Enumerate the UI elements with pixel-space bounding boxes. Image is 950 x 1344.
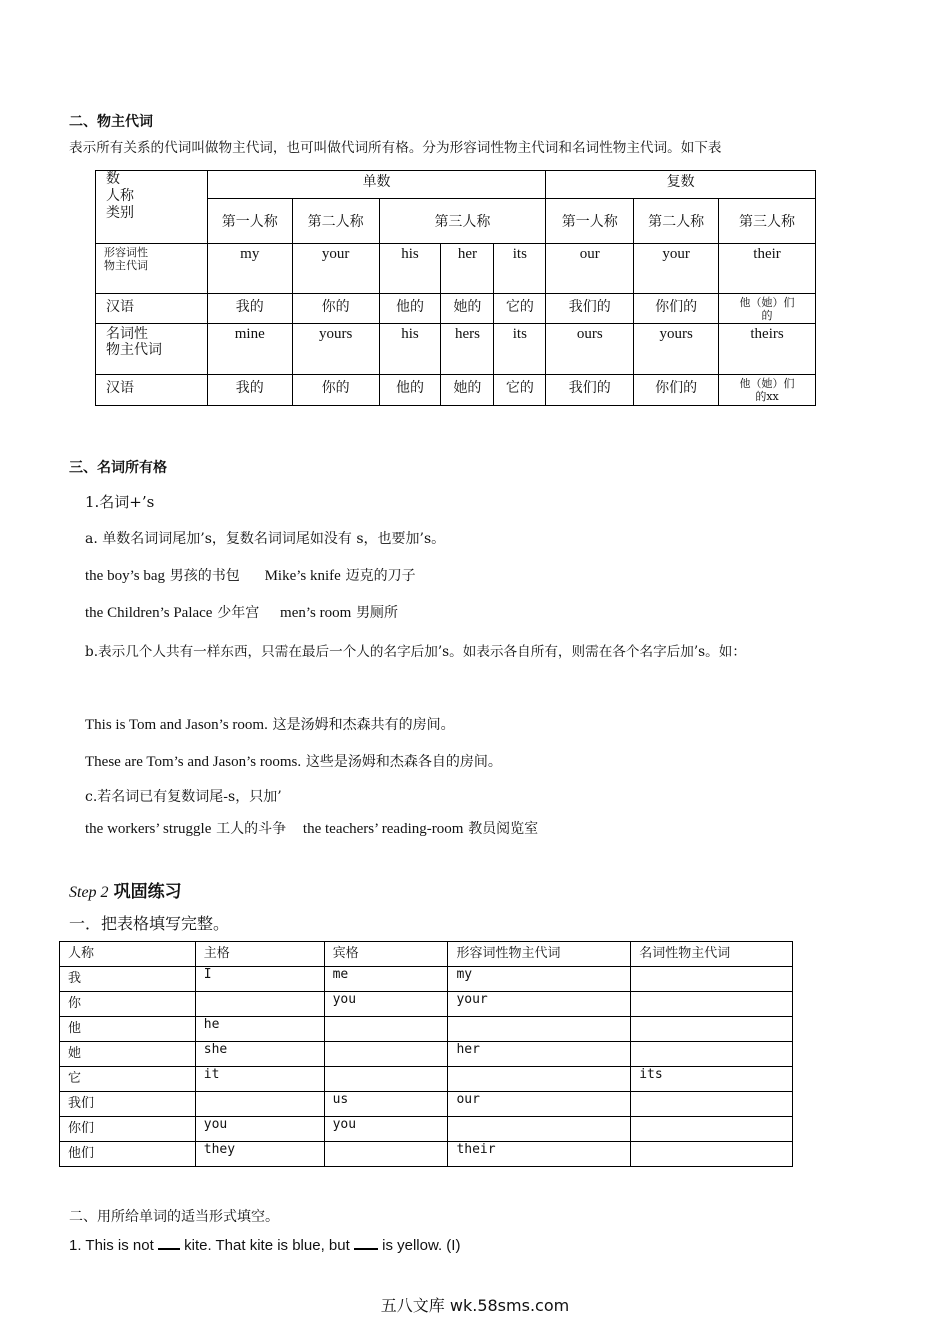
answer-cell[interactable]: he <box>195 1017 324 1042</box>
question-1: 1. This is not kite. That kite is blue, but is yellow. (I) <box>69 1237 461 1254</box>
exercise-header: 人称 <box>60 942 196 967</box>
answer-cell[interactable]: their <box>448 1142 631 1167</box>
table-row <box>60 1142 793 1167</box>
chinese-cell: 他的 <box>379 294 441 324</box>
answer-cell[interactable]: your <box>448 992 631 1017</box>
blank[interactable] <box>158 1236 180 1250</box>
answer-cell[interactable]: our <box>448 1092 631 1117</box>
header-first-person: 第一人称 <box>207 199 292 244</box>
blank[interactable] <box>354 1236 378 1250</box>
person-cell: 你们 <box>60 1117 196 1142</box>
table-row <box>60 1042 793 1067</box>
example-line: This is Tom and Jason’s room. 这是汤姆和杰森共有的房间。 <box>85 717 455 733</box>
noun-cell: mine <box>207 324 292 375</box>
answer-cell[interactable]: its <box>631 1067 793 1092</box>
answer-cell[interactable]: you <box>324 992 448 1017</box>
step2-heading: Step 2 巩固练习 <box>69 882 182 901</box>
corner-cell: 数 人称 类别 <box>96 171 208 244</box>
person-cell: 它 <box>60 1067 196 1092</box>
header-third-person-plural: 第三人称 <box>719 199 816 244</box>
adj-cell: our <box>546 244 634 294</box>
example-line: These are Tom’s and Jason’s rooms. 这些是汤姆和杰森各自的房间。 <box>85 754 502 770</box>
answer-cell[interactable] <box>324 1067 448 1092</box>
table-row <box>60 1017 793 1042</box>
table-row <box>60 992 793 1017</box>
rule-c: c.若名词已有复数词尾-s，只加’ <box>85 789 282 805</box>
rule-a: a. 单数名词词尾加’s，复数名词词尾如没有 s，也要加’s。 <box>85 531 446 547</box>
answer-cell[interactable] <box>324 1017 448 1042</box>
noun-label: 名词性 物主代词 <box>96 324 208 375</box>
chinese-cell: 她的 <box>441 375 494 406</box>
header-second-person-plural: 第二人称 <box>634 199 719 244</box>
part2-instruction: 二、用所给单词的适当形式填空。 <box>69 1209 279 1225</box>
section2-intro: 表示所有关系的代词叫做物主代词，也可叫做代词所有格。分为形容词性物主代词和名词性物主代词。如下表 <box>69 140 722 156</box>
example-line: the boy’s bag 男孩的书包 Mike’s knife 迈克的刀子 <box>85 568 416 584</box>
chinese-cell: 你们的 <box>634 375 719 406</box>
answer-cell[interactable] <box>631 967 793 992</box>
chinese-label: 汉语 <box>96 294 208 324</box>
answer-cell[interactable]: she <box>195 1042 324 1067</box>
header-first-person-plural: 第一人称 <box>546 199 634 244</box>
section3-heading: 三、名词所有格 <box>69 460 167 476</box>
chinese-cell: 你的 <box>292 294 379 324</box>
chinese-label: 汉语 <box>96 375 208 406</box>
answer-cell[interactable]: me <box>324 967 448 992</box>
chinese-cell: 它的 <box>494 294 546 324</box>
answer-cell[interactable] <box>324 1142 448 1167</box>
noun-cell: its <box>494 324 546 375</box>
pronoun-exercise-table <box>59 941 793 1167</box>
chinese-cell: 我的 <box>207 294 292 324</box>
possessive-pronoun-table <box>95 170 816 406</box>
answer-cell[interactable] <box>631 1017 793 1042</box>
adj-cell: your <box>292 244 379 294</box>
noun-cell: yours <box>292 324 379 375</box>
answer-cell[interactable] <box>631 1042 793 1067</box>
header-third-person: 第三人称 <box>379 199 546 244</box>
footer-watermark: 五八文库 wk.58sms.com <box>380 1296 570 1315</box>
noun-cell: yours <box>634 324 719 375</box>
noun-cell: hers <box>441 324 494 375</box>
adj-cell: my <box>207 244 292 294</box>
answer-cell[interactable]: you <box>324 1117 448 1142</box>
rule-1: 1.名词+’s <box>85 493 155 511</box>
adj-cell: his <box>379 244 441 294</box>
chinese-cell: 我们的 <box>546 294 634 324</box>
example-line: the workers’ struggle 工人的斗争 the teachers’ reading-room 教员阅览室 <box>85 821 539 837</box>
chinese-cell: 他（她）们 的 <box>719 294 816 324</box>
chinese-cell: 它的 <box>494 375 546 406</box>
answer-cell[interactable] <box>195 1092 324 1117</box>
person-cell: 你 <box>60 992 196 1017</box>
chinese-cell: 他的 <box>379 375 441 406</box>
noun-cell: theirs <box>719 324 816 375</box>
example-line: the Children’s Palace 少年宫 men’s room 男厕所 <box>85 605 399 621</box>
table-row <box>60 1117 793 1142</box>
answer-cell[interactable] <box>448 1117 631 1142</box>
part1-instruction: 一．把表格填写完整。 <box>69 916 230 933</box>
table-row <box>60 1067 793 1092</box>
table-row <box>60 1092 793 1117</box>
answer-cell[interactable] <box>631 992 793 1017</box>
adj-cell: her <box>441 244 494 294</box>
answer-cell[interactable] <box>324 1042 448 1067</box>
table-row <box>60 967 793 992</box>
answer-cell[interactable]: you <box>195 1117 324 1142</box>
chinese-cell: 你们的 <box>634 294 719 324</box>
chinese-cell: 他（她）们 的xx <box>719 375 816 406</box>
chinese-cell: 我们的 <box>546 375 634 406</box>
answer-cell[interactable] <box>448 1017 631 1042</box>
noun-cell: his <box>379 324 441 375</box>
answer-cell[interactable] <box>631 1092 793 1117</box>
singular-header: 单数 <box>207 171 546 199</box>
person-cell: 她 <box>60 1042 196 1067</box>
noun-cell: ours <box>546 324 634 375</box>
header-second-person: 第二人称 <box>292 199 379 244</box>
plural-header: 复数 <box>546 171 816 199</box>
rule-b: b.表示几个人共有一样东西，只需在最后一个人的名字后加’s。如表示各自所有，则需在各个名字后加’s。如： <box>85 644 746 660</box>
chinese-cell: 她的 <box>441 294 494 324</box>
answer-cell[interactable]: us <box>324 1092 448 1117</box>
section2-heading: 二、物主代词 <box>69 114 153 130</box>
answer-cell[interactable]: I <box>195 967 324 992</box>
answer-cell[interactable]: her <box>448 1042 631 1067</box>
answer-cell[interactable] <box>631 1117 793 1142</box>
person-cell: 他们 <box>60 1142 196 1167</box>
person-cell: 我 <box>60 967 196 992</box>
exercise-header: 名词性物主代词 <box>631 942 793 967</box>
adj-cell: your <box>634 244 719 294</box>
adj-label: 形容词性 物主代词 <box>96 244 208 294</box>
chinese-cell: 我的 <box>207 375 292 406</box>
exercise-header: 形容词性物主代词 <box>448 942 631 967</box>
answer-cell[interactable] <box>631 1142 793 1167</box>
exercise-header: 主格 <box>195 942 324 967</box>
answer-cell[interactable]: my <box>448 967 631 992</box>
exercise-header: 宾格 <box>324 942 448 967</box>
adj-cell: their <box>719 244 816 294</box>
answer-cell[interactable]: it <box>195 1067 324 1092</box>
answer-cell[interactable] <box>448 1067 631 1092</box>
adj-cell: its <box>494 244 546 294</box>
chinese-cell: 你的 <box>292 375 379 406</box>
answer-cell[interactable] <box>195 992 324 1017</box>
person-cell: 他 <box>60 1017 196 1042</box>
person-cell: 我们 <box>60 1092 196 1117</box>
answer-cell[interactable]: they <box>195 1142 324 1167</box>
